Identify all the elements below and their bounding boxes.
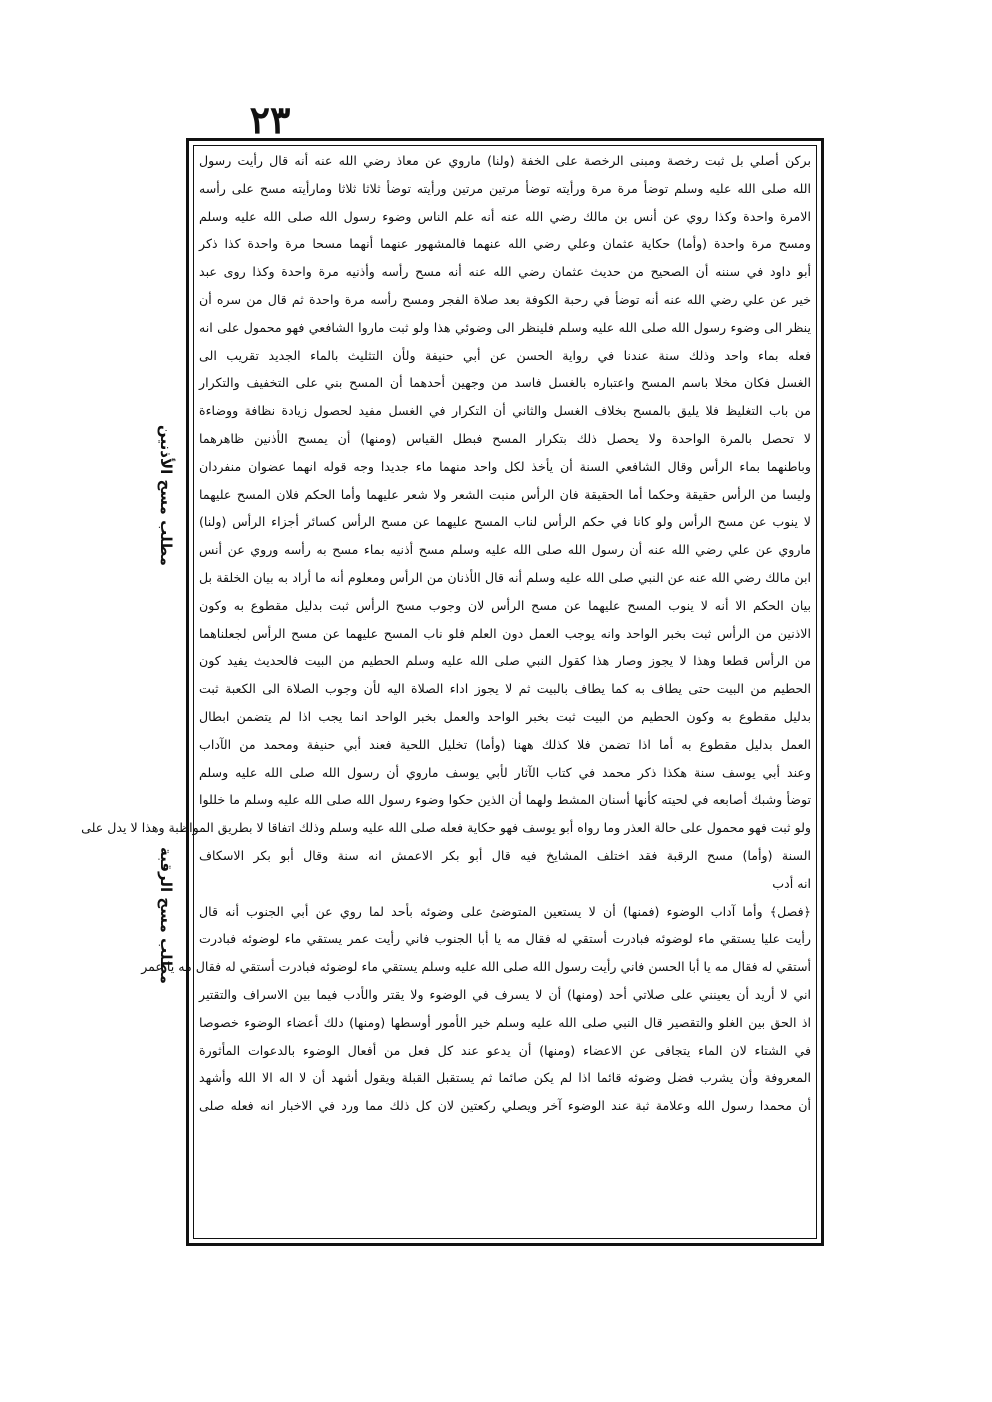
- margin-note-ear-wiping: مطلب مسح الأذنين: [157, 424, 175, 566]
- text-line: أبو داود في سننه أن الصحيح من حديث عثمان رضي الله عنه أنه مسح رأسه وأذنيه مرة واحدة وكذا روى عبد: [199, 264, 811, 280]
- text-line: أستقي له فقال مه يا أبا الحسن فاني رأيت رسول الله صلى الله عليه وسلم يستقي ماء لوضوئه فبادرت أستقي له فقال مه يا عمر: [141, 959, 811, 975]
- text-line: ابن مالك رضي الله عنه عن النبي صلى الله عليه وسلم أنه قال الأذنان من الرأس ومعلوم أنه ما أراد به بيان الخلقة بل: [199, 569, 811, 585]
- text-line: ومسح مرة واحدة (وأما) حكاية عثمان وعلي رضي الله عنهما فالمشهور عنهما أنهما مسحا مرة واحدة كذا ذكر: [199, 236, 811, 252]
- text-line: بركن أصلي بل ثبت رخصة ومبنى الرخصة على الخفة (ولنا) ماروي عن معاذ رضي الله عنه أنه قال رأيت رسول: [199, 153, 811, 168]
- text-line: ولو ثبت فهو محمول على حالة العذر وما رواه أبو يوسف فهو حكاية فعله صلى الله عليه وسلم وذلك اتفاقا لا بطريق المواظبة وهذا لا يدل على: [81, 820, 811, 836]
- text-line: توضأ وشبك أصابعه في لحيته كأنها أسنان المشط ولهما أن الذين حكوا وضوء رسول الله صلى الله عليه وسلم ما خللوا: [199, 792, 811, 808]
- text-line: من باب التغليظ فلا يليق بالمسح بخلاف الغسل والثاني أن التكرار في الغسل مفيد لحصول زيادة نظافة ووضاءة: [199, 403, 811, 419]
- text-line: أن محمدا رسول الله وعلامة ثبة عند الوضوء آخر ويصلي ركعتين لان كل ذلك مما ورد في الاخبار انه فعله صلى: [199, 1098, 811, 1114]
- margin-note-neck-wiping: مطلب مسح الرقبة: [157, 846, 175, 984]
- text-line: المعروفة وأن يشرب فضل وضوئه قائما اذا لم يكن صائما ثم يستقبل القبلة ويقول أشهد أن لا اله الا الله وأشهد: [199, 1070, 811, 1086]
- text-line: وعند أبي يوسف سنة هكذا ذكر محمد في كتاب الآثار لأبي يوسف ماروي أن رسول الله صلى الله عليه وسلم: [199, 764, 811, 780]
- text-line: الاذنين من الرأس ثبت بخبر الواحد وانه يوجب العمل دون العلم فلو ناب المسح عليهما عن مسح الرأس لجعلناهما: [199, 625, 811, 641]
- text-line: رأيت عليا يستقي ماء لوضوئه فبادرت أستقي له فقال مه يا أبا الجنوب فاني رأيت عمر يستقي ماء لوضوئه فبادرت: [199, 931, 811, 947]
- text-line: الغسل فكان مخلا باسم المسح واعتباره بالغسل فاسد من وجهين أحدهما أن المسح بني على التخفيف والتكرار: [199, 375, 811, 391]
- text-line: من الرأس قطعا وهذا لا يجوز وصار هذا كقول النبي صلى الله عليه وسلم الحطيم من البيت فالحديث يفيد كون: [199, 653, 811, 669]
- text-line: لا تحصل بالمرة الواحدة ولا يحصل ذلك بتكرار المسح فبطل القياس (ومنها) أن يمسح الأذنين ظاهرهما: [199, 430, 811, 446]
- text-line: انه أدب: [772, 875, 811, 891]
- text-line: وليسا من الرأس حقيقة وحكما أما الحقيقة فان الرأس منبت الشعر ولا شعر عليهما وأما الحكم فلان المسح عليهما: [199, 486, 811, 502]
- text-line: العمل بدليل مقطوع به أما اذا تضمن فلا كذلك ههنا (وأما) تخليل اللحية فعند أبي حنيفة ومحمد من الآداب: [199, 736, 811, 752]
- text-line: بيان الحكم الا أنه لا ينوب المسح عليهما عن مسح الرأس لان وجوب مسح الرأس ثبت بدليل مقطوع به وكون: [199, 597, 811, 613]
- text-line: ينظر الى وضوء رسول الله صلى الله عليه وسلم فلينظر الى وضوئي هذا ولو ثبت ماروا الشافعي فهو محمول على انه: [199, 319, 811, 335]
- text-line: وباطنهما بماء الرأس وقال الشافعي السنة أن يأخذ لكل واحد منهما ماء جديدا وجه قوله انهما عضوان منفردان: [199, 458, 811, 474]
- text-line: بدليل مقطوع به وكون الحطيم من البيت ثبت بخبر الواحد والعمل بخبر الواحد انما يجب اذا لم يتضمن ابطال: [199, 708, 811, 724]
- text-line: لا ينوب عن مسح الرأس ولو كانا في حكم الرأس لناب المسح عليهما عن مسح الرأس كسائر أجزاء الرأس (ولنا): [199, 514, 811, 530]
- text-line: السنة (وأما) مسح الرقبة فقد اختلف المشايخ فيه قال أبو بكر الاعمش انه سنة وقال أبو بكر الاسكاف: [199, 847, 811, 863]
- page-number: ٢٣: [249, 97, 291, 142]
- text-line: الامرة واحدة وكذا روي عن أنس بن مالك رضي الله عنه أنه علم الناس وضوء رسول الله صلى الله عليه وسلم: [199, 208, 811, 224]
- text-line: فعله بماء واحد وذلك سنة عندنا في رواية الحسن عن أبي حنيفة ولأن التثليث بالماء الجديد تقريب الى: [199, 347, 811, 363]
- text-line: ماروي عن علي رضي الله عنه أن رسول الله صلى الله عليه وسلم مسح أذنيه بماء مسح به رأسه وروي عن أنس: [199, 542, 811, 558]
- text-line: اني لا أريد أن يعينني على صلاتي أحد (ومنها) أن لا يسرف في الوضوء ولا يقتر والأدب فيما بين الاسراف والتقتير: [199, 986, 811, 1002]
- text-line: ﴿فصل﴾ وأما آداب الوضوء (فمنها) أن لا يستعين المتوضئ على وضوئه بأحد لما روي عن أبي الجنوب أنه قال: [199, 903, 811, 919]
- text-line: الله صلى الله عليه وسلم توضأ مرة مرة ورأيته توضأ مرتين مرتين ورأيته توضأ ثلاثا ثلاثا ومارأيته مسح على رأسه: [199, 180, 811, 196]
- text-line: اذ الحق بين الغلو والتقصير قال النبي صلى الله عليه وسلم خير الأمور أوسطها (ومنها) دلك أعضاء الوضوء خصوصا: [199, 1014, 811, 1030]
- text-line: في الشتاء لان الماء يتجافى عن الاعضاء (ومنها) أن يدعو عند كل فعل من أفعال الوضوء بالدعوات المأثورة: [199, 1042, 811, 1058]
- text-line: الحطيم من البيت حتى يطاف به كما يطاف بالبيت ثم لا يجوز اداء الصلاة اليه لأن وجوب الصلاة الى الكعبة ثبت: [199, 681, 811, 697]
- text-line: خير عن علي رضي الله عنه أنه توضأ في رحبة الكوفة بعد صلاة الفجر ومسح رأسه مرة واحدة ثم قال من سره أن: [199, 291, 811, 307]
